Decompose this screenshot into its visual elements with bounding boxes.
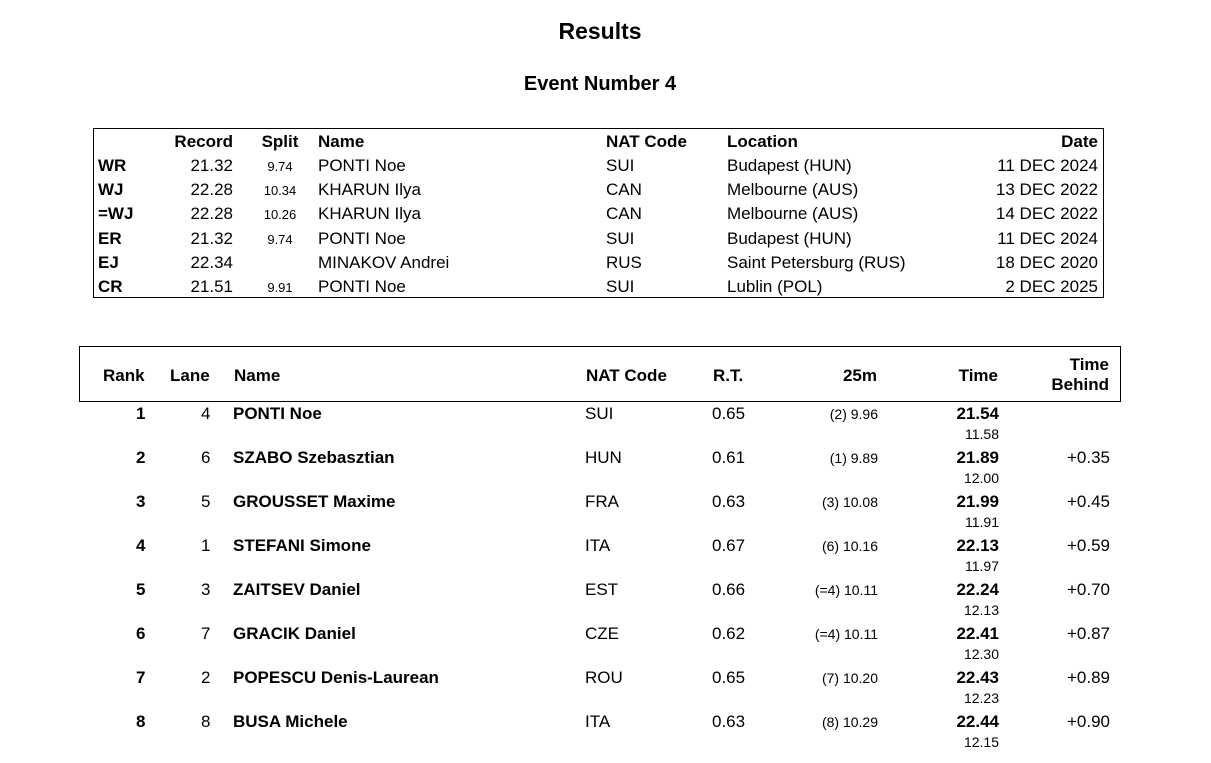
record-split: 9.74	[267, 231, 293, 247]
record-nat: CAN	[606, 204, 642, 224]
result-behind: +0.35	[1066, 448, 1110, 467]
result-rt: 0.62	[712, 624, 746, 643]
page-title: Results	[558, 18, 642, 44]
result-lane: 7	[201, 624, 211, 643]
result-lane: 2	[201, 668, 211, 687]
record-record: 21.51	[190, 277, 233, 296]
record-code: ER	[98, 228, 122, 248]
record-code: WJ	[98, 180, 124, 200]
result-name: GRACIK Daniel	[233, 624, 356, 643]
result-name: SZABO Szebasztian	[233, 448, 395, 467]
result-rt: 0.65	[712, 668, 746, 687]
record-split: 9.74	[267, 159, 293, 174]
record-row	[94, 153, 1103, 177]
result-rank: 4	[136, 536, 146, 555]
result-name: GROUSSET Maxime	[233, 492, 396, 511]
record-nat: SUI	[606, 277, 635, 296]
results-header-lane: Lane	[170, 366, 210, 385]
record-location: Budapest (HUN)	[727, 228, 852, 248]
result-split: 12.13	[963, 602, 999, 618]
record-date: 11 DEC 2024	[997, 228, 1098, 248]
result-rank: 3	[136, 492, 146, 511]
record-location: Budapest (HUN)	[727, 156, 852, 175]
records-header	[94, 129, 1103, 153]
results-header-time: Time	[958, 366, 998, 385]
result-row	[79, 624, 1121, 668]
record-location: Saint Petersburg (RUS)	[727, 252, 906, 272]
result-time: 22.24	[956, 580, 999, 599]
record-location: Melbourne (AUS)	[727, 180, 859, 200]
record-name: PONTI Noe	[318, 277, 406, 296]
result-name: PONTI Noe	[233, 404, 322, 423]
record-record: 22.34	[190, 252, 233, 272]
record-location: Lublin (POL)	[727, 277, 823, 296]
result-rank: 2	[136, 448, 146, 467]
results-header-rank: Rank	[103, 366, 145, 385]
result-nat: EST	[585, 580, 619, 599]
result-rank: 7	[136, 668, 146, 687]
results-header-name: Name	[234, 366, 281, 385]
records-header-name: Name	[318, 132, 365, 151]
result-lane: 1	[201, 536, 211, 555]
result-m25: (7) 10.20	[821, 670, 878, 686]
result-time: 22.44	[956, 712, 999, 731]
result-row	[79, 448, 1121, 492]
result-time: 21.89	[956, 448, 999, 467]
event-title: Event Number 4	[523, 73, 677, 95]
result-row	[79, 712, 1121, 756]
result-m25: (1) 9.89	[829, 450, 878, 466]
record-name: PONTI Noe	[318, 228, 406, 248]
result-behind: +0.59	[1066, 536, 1110, 555]
result-nat: ITA	[585, 536, 611, 555]
result-nat: CZE	[585, 624, 619, 643]
record-row	[94, 250, 1103, 274]
result-m25: (6) 10.16	[821, 538, 878, 554]
result-split: 12.23	[963, 690, 999, 706]
result-name: STEFANI Simone	[233, 536, 371, 555]
result-time: 22.13	[956, 536, 999, 555]
result-behind: +0.87	[1066, 624, 1110, 643]
result-rt: 0.61	[712, 448, 746, 467]
result-nat: SUI	[585, 404, 614, 423]
record-date: 14 DEC 2022	[995, 204, 1098, 224]
result-nat: HUN	[585, 448, 622, 467]
result-behind: +0.70	[1066, 580, 1110, 599]
result-row	[79, 492, 1121, 536]
result-split: 11.97	[965, 558, 999, 574]
result-name: BUSA Michele	[233, 712, 348, 731]
record-date: 11 DEC 2024	[997, 156, 1098, 175]
results-header	[79, 346, 1121, 402]
records-table	[93, 128, 1104, 298]
result-m25: (=4) 10.11	[814, 626, 878, 642]
record-code: =WJ	[98, 204, 134, 224]
result-rt: 0.67	[712, 536, 746, 555]
record-name: KHARUN Ilya	[318, 204, 421, 224]
results-header-rt: R.T.	[713, 366, 744, 385]
record-nat: SUI	[606, 156, 635, 175]
result-nat: FRA	[585, 492, 619, 511]
record-split: 9.91	[267, 280, 293, 295]
result-rt: 0.63	[712, 492, 746, 511]
result-row	[79, 404, 1121, 448]
result-time: 21.54	[956, 404, 999, 423]
record-record: 21.32	[190, 156, 233, 175]
result-nat: ITA	[585, 712, 611, 731]
result-row	[79, 536, 1121, 580]
result-m25: (=4) 10.11	[814, 582, 878, 598]
record-nat: CAN	[606, 180, 642, 200]
record-date: 13 DEC 2022	[995, 180, 1098, 200]
result-lane: 4	[201, 404, 211, 423]
result-rt: 0.65	[712, 404, 746, 423]
result-lane: 6	[201, 448, 211, 467]
results-header-25m: 25m	[842, 366, 877, 385]
result-name: ZAITSEV Daniel	[233, 580, 361, 599]
result-rank: 8	[136, 712, 146, 731]
record-record: 22.28	[190, 204, 233, 224]
record-record: 22.28	[190, 180, 233, 200]
result-m25: (2) 9.96	[829, 406, 878, 422]
records-header-record: Record	[174, 132, 233, 151]
result-rank: 6	[136, 624, 146, 643]
result-split: 11.58	[965, 426, 999, 442]
record-row	[94, 226, 1103, 250]
result-time: 21.99	[956, 492, 999, 511]
record-row	[94, 201, 1103, 225]
result-behind: +0.90	[1066, 712, 1110, 731]
record-name: MINAKOV Andrei	[318, 252, 450, 272]
records-header-nat: NAT Code	[606, 132, 687, 151]
result-split: 12.00	[963, 470, 999, 486]
results-header-time-behind	[1051, 355, 1109, 395]
record-name: PONTI Noe	[318, 156, 406, 175]
record-code: EJ	[98, 252, 119, 272]
results-header-time-behind-line1: Time	[1069, 355, 1109, 374]
record-date: 18 DEC 2020	[995, 252, 1098, 272]
record-nat: RUS	[606, 252, 642, 272]
result-lane: 3	[201, 580, 211, 599]
record-code: CR	[98, 277, 123, 296]
result-name: POPESCU Denis-Laurean	[233, 668, 439, 687]
result-behind: +0.89	[1066, 668, 1110, 687]
record-record: 21.32	[190, 228, 233, 248]
result-m25: (8) 10.29	[821, 714, 878, 730]
result-split: 11.91	[965, 514, 999, 530]
result-split: 12.30	[963, 646, 999, 662]
results-header-time-behind-line2: Behind	[1051, 375, 1109, 394]
record-nat: SUI	[606, 228, 635, 248]
result-lane: 8	[201, 712, 211, 731]
record-split: 10.26	[263, 207, 297, 223]
result-rank: 5	[136, 580, 146, 599]
record-name: KHARUN Ilya	[318, 180, 421, 200]
result-time: 22.41	[956, 624, 999, 643]
result-time: 22.43	[956, 668, 999, 687]
record-code: WR	[98, 156, 127, 175]
record-row	[94, 274, 1103, 298]
result-rank: 1	[136, 404, 146, 423]
result-split: 12.15	[963, 734, 999, 750]
result-rt: 0.63	[712, 712, 746, 731]
records-header-date: Date	[1061, 132, 1098, 151]
result-m25: (3) 10.08	[821, 494, 878, 510]
record-location: Melbourne (AUS)	[727, 204, 859, 224]
result-behind: +0.45	[1066, 492, 1110, 511]
record-split: 10.34	[263, 183, 297, 199]
result-nat: ROU	[585, 668, 623, 687]
results-header-nat: NAT Code	[586, 366, 667, 385]
result-rt: 0.66	[712, 580, 746, 599]
record-row	[94, 177, 1103, 201]
records-header-split: Split	[261, 132, 299, 151]
records-header-location: Location	[727, 132, 798, 151]
result-row	[79, 580, 1121, 624]
record-date: 2 DEC 2025	[1005, 277, 1098, 296]
result-row	[79, 668, 1121, 712]
result-lane: 5	[201, 492, 211, 511]
